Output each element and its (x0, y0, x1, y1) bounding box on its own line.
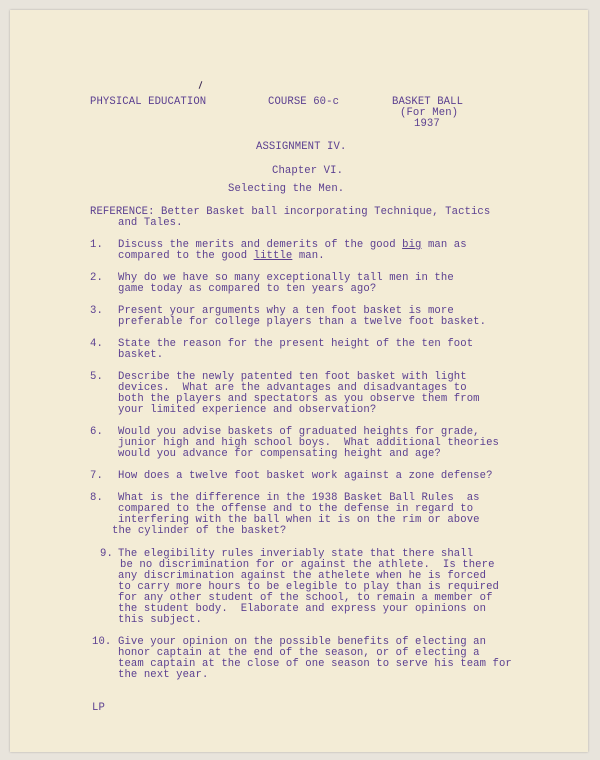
question-9-line-3: any discrimination against the athelete when he is forced (118, 570, 487, 582)
question-4-line-1: State the reason for the present height of the ten foot (118, 338, 474, 350)
question-number: 3. (90, 305, 103, 317)
question-8-line-2: compared to the offense and to the defense in regard to (118, 503, 474, 515)
question-9-line-1: The elegibility rules inveriably state that there shall (118, 548, 474, 560)
question-3-line-2: preferable for college players than a twelve foot basket. (118, 316, 487, 328)
question-5-line-1: Describe the newly patented ten foot basket with light (118, 371, 467, 383)
question-9-line-7: this subject. (118, 614, 202, 626)
question-8-line-1: What is the difference in the 1938 Basket Ball Rules as (118, 492, 480, 504)
header-year: 1937 (414, 118, 440, 130)
question-5-line-2: devices. What are the advantages and disadvantages to (118, 382, 467, 394)
question-9-line-6: the student body. Elaborate and express your opinions on (118, 603, 487, 615)
header-sport-note: (For Men) (400, 107, 459, 119)
chapter-title: Chapter VI. (272, 165, 344, 177)
question-number: 2. (90, 272, 103, 284)
header-course-number: COURSE 60-c (268, 96, 340, 108)
header-course-area: PHYSICAL EDUCATION (90, 96, 207, 108)
assignment-title: ASSIGNMENT IV. (256, 141, 347, 153)
question-5-line-4: your limited experience and observation? (118, 404, 377, 416)
reference-line-2: and Tales. (118, 217, 183, 229)
question-10-line-2: honor captain at the end of the season, or of electing a (118, 647, 480, 659)
question-8-line-4: the cylinder of the basket? (112, 525, 287, 537)
question-7-line-1: How does a twelve foot basket work against a zone defense? (118, 470, 493, 482)
pen-mark (199, 81, 203, 89)
question-6-line-3: would you advance for compensating height and age? (118, 448, 441, 460)
question-10-line-3: team captain at the close of one season to serve his team for (118, 658, 512, 670)
question-9-line-4: to carry more hours to be elegible to play than is required (118, 581, 499, 593)
question-number: 9. (100, 548, 113, 560)
question-6-line-1: Would you advise baskets of graduated heights for grade, (118, 426, 480, 438)
question-9-line-5: for any other student of the school, to remain a member of (118, 592, 493, 604)
question-10-line-4: the next year. (118, 669, 209, 681)
question-4-line-2: basket. (118, 349, 164, 361)
question-3-line-1: Present your arguments why a ten foot basket is more (118, 305, 454, 317)
question-8-line-3: interfering with the ball when it is on the rim or above (118, 514, 480, 526)
question-6-line-2: junior high and high school boys. What additional theories (118, 437, 499, 449)
question-5-line-3: both the players and spectators as you observe them from (118, 393, 480, 405)
question-10-line-1: Give your opinion on the possible benefits of electing an (118, 636, 487, 648)
question-2-line-2: game today as compared to ten years ago? (118, 283, 377, 295)
question-number: 4. (90, 338, 103, 350)
question-number: 8. (90, 492, 103, 504)
document-page (10, 10, 588, 752)
header-sport: BASKET BALL (392, 96, 464, 108)
question-1-line-1: Discuss the merits and demerits of the good big man as (118, 239, 467, 251)
typist-initials: LP (92, 702, 105, 714)
question-1-line-2: compared to the good little man. (118, 250, 325, 262)
question-9-line-2: be no discrimination for or against the athlete. Is there (120, 559, 495, 571)
question-number: 1. (90, 239, 103, 251)
question-number: 7. (90, 470, 103, 482)
question-number: 5. (90, 371, 103, 383)
question-number: 6. (90, 426, 103, 438)
section-subtitle: Selecting the Men. (228, 183, 345, 195)
emphasis-little: little (253, 250, 293, 262)
question-2-line-1: Why do we have so many exceptionally tall men in the (118, 272, 454, 284)
question-number: 10. (92, 636, 112, 648)
emphasis-big: big (402, 239, 422, 251)
reference-line-1: REFERENCE: Better Basket ball incorporating Technique, Tactics (90, 206, 491, 218)
